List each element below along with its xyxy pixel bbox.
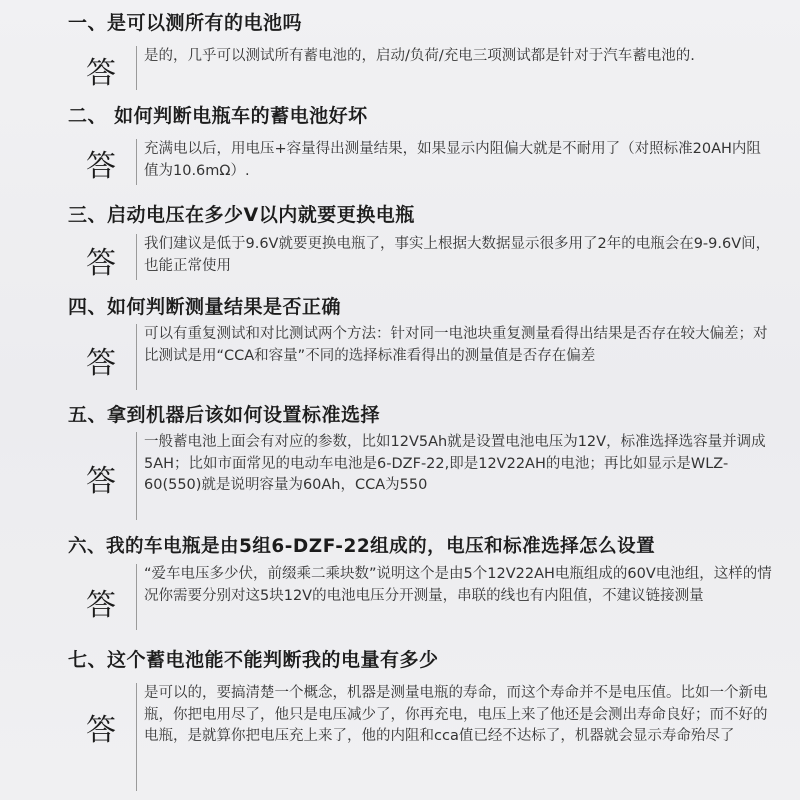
faq-answer: “爱车电压多少伏，前缀乘二乘块数”说明这个是由5个12V22AH电瓶组成的60V电池组，这样的情况你需要分别对这5块12V的电池电压分开测量，串联的线也有内阻值，不建议链接测量 (144, 566, 772, 604)
answer-mark: 答 (86, 713, 116, 748)
divider (136, 683, 137, 791)
answer-mark: 答 (86, 588, 116, 623)
answer-mark: 答 (86, 149, 116, 184)
faq-answer: 充满电以后，用电压+容量得出测量结果，如果显示内阻偏大就是不耐用了（对照标准20AH内阻值为10.6mΩ）. (144, 141, 761, 179)
faq-answer: 是的，几乎可以测试所有蓄电池的，启动/负荷/充电三项测试都是针对于汽车蓄电池的. (144, 48, 695, 64)
faq-question: 四、如何判断测量结果是否正确 (68, 296, 342, 318)
faq-question: 二、 如何判断电瓶车的蓄电池好坏 (68, 105, 368, 127)
faq-question: 三、启动电压在多少V以内就要更换电瓶 (68, 204, 415, 226)
divider (136, 46, 137, 90)
divider (136, 139, 137, 185)
faq-answer: 可以有重复测试和对比测试两个方法：针对同一电池块重复测量看得出结果是否存在较大偏差；对比测试是用“CCA和容量”不同的选择标准看得出的测量值是否存在偏差 (144, 326, 768, 364)
answer-mark: 答 (86, 346, 116, 381)
answer-mark: 答 (86, 56, 116, 91)
faq-answer: 一般蓄电池上面会有对应的参数，比如12V5Ah就是设置电池电压为12V，标准选择选容量并调成5AH；比如市面常见的电动车电池是6-DZF-22,即是12V22AH的电池；再比如显示是WLZ-60(550)就是说明容量为60Ah，CCA为550 (144, 434, 766, 493)
faq-question: 七、这个蓄电池能不能判断我的电量有多少 (68, 649, 439, 671)
divider (136, 564, 137, 630)
answer-mark: 答 (86, 464, 116, 499)
faq-question: 一、是可以测所有的电池吗 (68, 12, 303, 34)
faq-question: 六、我的车电瓶是由5组6-DZF-22组成的，电压和标准选择怎么设置 (68, 536, 656, 557)
faq-question: 五、拿到机器后该如何设置标准选择 (68, 404, 381, 426)
divider (136, 234, 137, 280)
answer-mark: 答 (86, 246, 116, 281)
divider (136, 324, 137, 390)
divider (136, 432, 137, 520)
faq-answer: 是可以的，要搞清楚一个概念，机器是测量电瓶的寿命，而这个寿命并不是电压值。比如一个新电瓶，你把电用尽了，他只是电压减少了，你再充电，电压上来了他还是会测出寿命良好；而不好的电瓶，是就算你把电压充上来了，他的内阻和cca值已经不达标了，机器就会显示寿命殆尽了 (144, 685, 768, 744)
faq-answer: 我们建议是低于9.6V就要更换电瓶了，事实上根据大数据显示很多用了2年的电瓶会在9-9.6V间，也能正常使用 (144, 236, 771, 274)
